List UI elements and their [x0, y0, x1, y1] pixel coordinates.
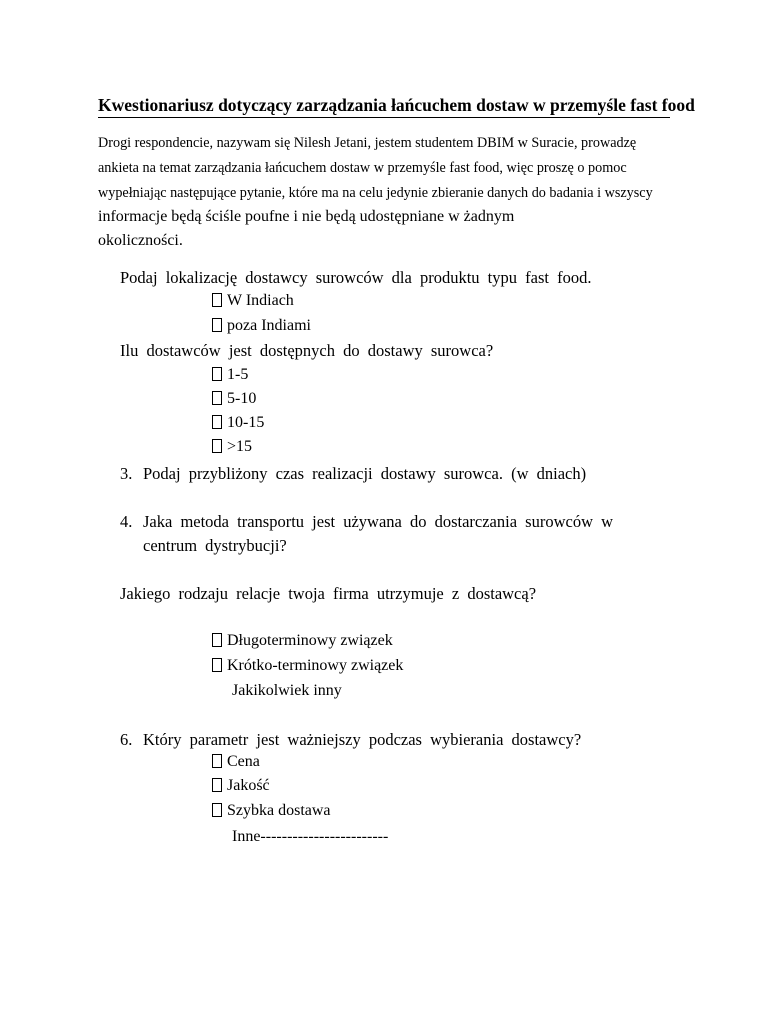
question-6-number: 6. — [120, 730, 133, 749]
checkbox-icon[interactable] — [212, 658, 222, 672]
question-4-number: 4. — [120, 512, 133, 531]
intro-line-2: ankieta na temat zarządzania łańcuchem dostaw w przemyśle fast food, więc proszę o pomoc — [98, 160, 627, 176]
question-3: Podaj przybliżony czas realizacji dostawy surowca. (w dniach) — [143, 464, 587, 483]
option-label: Krótko-terminowy związek — [227, 657, 404, 674]
option-other-field[interactable]: Inne------------------------ — [232, 828, 389, 845]
option-in-india[interactable] — [212, 292, 294, 310]
option-fast-delivery[interactable] — [212, 802, 331, 820]
option-label: Szybka dostawa — [227, 802, 331, 819]
checkbox-icon[interactable] — [212, 778, 222, 792]
question-4-line-2: centrum dystrybucji? — [143, 536, 287, 555]
option-label: Cena — [227, 753, 260, 770]
option-label: W Indiach — [227, 292, 294, 309]
intro-line-4: informacje będą ściśle poufne i nie będą udostępniane w żadnym — [98, 208, 515, 225]
option-label: Długoterminowy związek — [227, 632, 393, 649]
title-underline — [98, 117, 670, 118]
question-2: Ilu dostawców jest dostępnych do dostawy surowca? — [120, 341, 494, 360]
option-label: Jakość — [227, 777, 270, 794]
option-long-term[interactable] — [212, 632, 393, 650]
option-short-term[interactable] — [212, 657, 403, 675]
option-label: poza Indiami — [227, 317, 311, 334]
option-label: >15 — [227, 438, 253, 455]
option-quality[interactable] — [212, 777, 270, 795]
option-5-10[interactable] — [212, 390, 256, 408]
option-price[interactable] — [212, 753, 260, 771]
checkbox-icon[interactable] — [212, 415, 222, 429]
checkbox-icon[interactable] — [212, 803, 222, 817]
question-6: Który parametr jest ważniejszy podczas wybierania dostawcy? — [143, 730, 582, 749]
checkbox-icon[interactable] — [212, 633, 222, 647]
option-label: 1-5 — [227, 366, 249, 383]
checkbox-icon[interactable] — [212, 439, 222, 453]
checkbox-icon[interactable] — [212, 367, 222, 381]
question-3-number: 3. — [120, 464, 133, 483]
option-other-relation: Jakikolwiek inny — [232, 682, 342, 699]
intro-line-1: Drogi respondencie, nazywam się Nilesh Jetani, jestem studentem DBIM w Suracie, prowadzę — [98, 135, 637, 151]
question-5: Jakiego rodzaju relacje twoja firma utrzymuje z dostawcą? — [120, 584, 537, 603]
intro-line-3: wypełniając następujące pytanie, które ma na celu jedynie zbieranie danych do badania i wszyscy — [98, 185, 653, 201]
document-title: Kwestionariusz dotyczący zarządzania łańcuchem dostaw w przemyśle fast food — [98, 95, 695, 115]
option-label: 5-10 — [227, 390, 257, 407]
option-label: 10-15 — [227, 414, 265, 431]
checkbox-icon[interactable] — [212, 391, 222, 405]
option-1-5[interactable] — [212, 366, 248, 384]
checkbox-icon[interactable] — [212, 754, 222, 768]
checkbox-icon[interactable] — [212, 293, 222, 307]
intro-line-5: okoliczności. — [98, 232, 183, 249]
question-4-line-1: Jaka metoda transportu jest używana do dostarczania surowców w — [143, 512, 614, 531]
option-over-15[interactable] — [212, 438, 252, 456]
question-1: Podaj lokalizację dostawcy surowców dla produktu typu fast food. — [120, 268, 592, 287]
checkbox-icon[interactable] — [212, 318, 222, 332]
option-outside-india[interactable] — [212, 317, 311, 335]
option-10-15[interactable] — [212, 414, 264, 432]
